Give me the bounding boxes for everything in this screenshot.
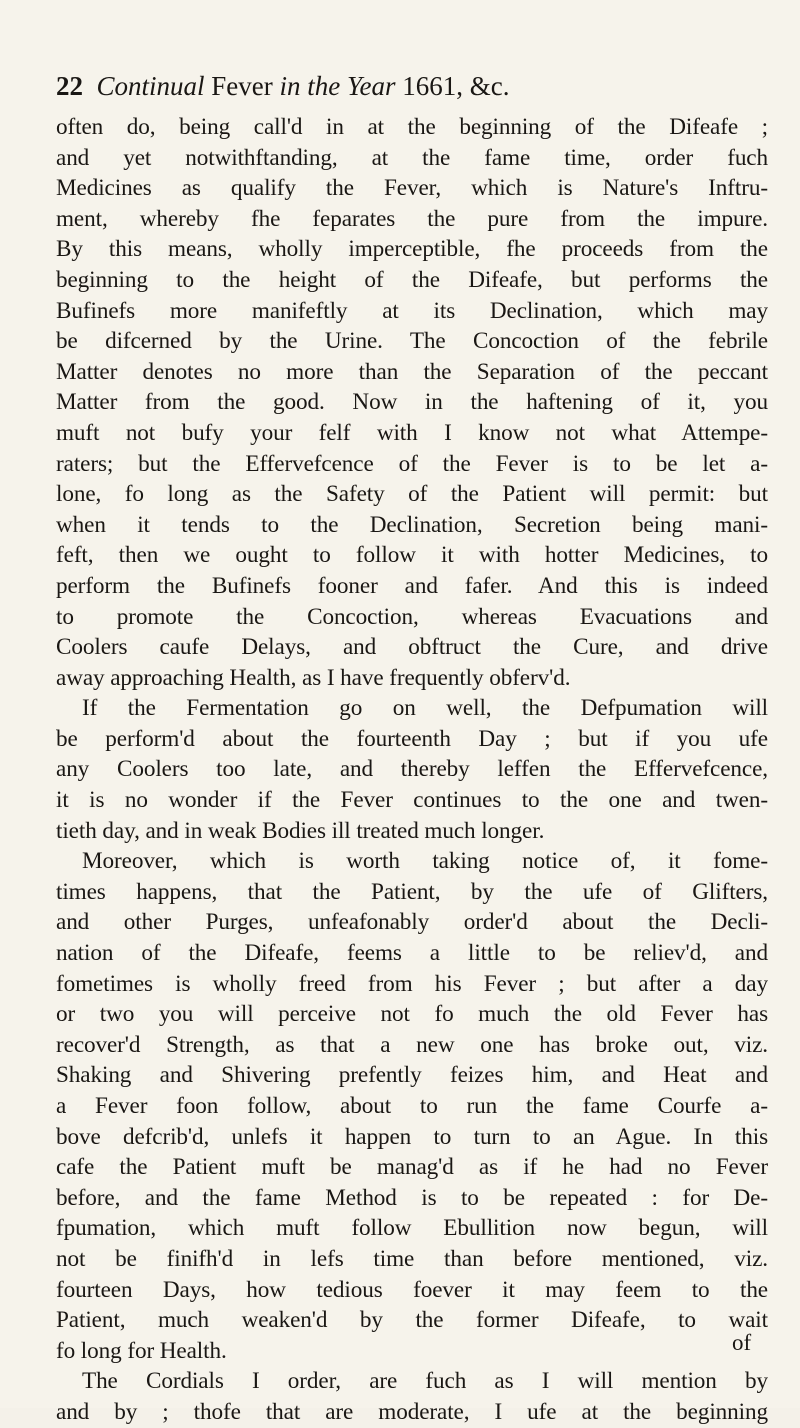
text-line: Matter from the good. Now in the haftening of it, you: [56, 389, 768, 416]
text-line: before, and the fame Method is to be repeated : for De-: [56, 1184, 768, 1211]
header-title-roman: Fever: [211, 71, 273, 101]
text-line: away approaching Health, as I have frequently obferv'd.: [56, 664, 571, 691]
header-etc: &c.: [469, 71, 510, 101]
text-line: nation of the Difeafe, feems a little to be reliev'd, and: [56, 940, 768, 967]
text-line: beginning to the height of the Difeafe, but performs the: [56, 266, 768, 293]
text-line: it is no wonder if the Fever continues to the one and twen-: [56, 787, 768, 814]
text-line: Matter denotes no more than the Separation of the peccant: [56, 358, 768, 385]
text-line: be difcerned by the Urine. The Concoction of the febrile: [56, 328, 768, 355]
text-line: when it tends to the Declination, Secretion being mani-: [56, 511, 768, 538]
text-line: muft not bufy your felf with I know not what Attempe-: [56, 419, 768, 446]
text-line: By this means, wholly imperceptible, fhe proceeds from the: [56, 236, 768, 263]
text-line: tieth day, and in weak Bodies ill treated much longer.: [56, 817, 545, 844]
text-line: If the Fermentation go on well, the Defpumation will: [82, 695, 768, 722]
text-line: times happens, that the Patient, by the ufe of Glifters,: [56, 878, 768, 905]
text-line: fourteen Days, how tedious foever it may feem to the: [56, 1276, 768, 1303]
text-line: recover'd Strength, as that a new one has broke out, viz.: [56, 1031, 768, 1058]
text-line: and by ; thofe that are moderate, I ufe at the beginning: [56, 1398, 768, 1425]
body-text: [56, 112, 768, 1428]
text-line: lone, fo long as the Safety of the Patient will permit: but: [56, 481, 768, 508]
text-line: a Fever foon follow, about to run the fame Courfe a-: [56, 1093, 768, 1119]
text-line: and other Purges, unfeafonably order'd about the Decli-: [56, 909, 768, 936]
text-line: Moreover, which is worth taking notice of, it fome-: [82, 848, 768, 875]
text-line: Patient, much weaken'd by the former Difeafe, to wait: [56, 1307, 768, 1334]
text-line: feft, then we ought to follow it with hotter Medicines, to: [56, 542, 768, 569]
text-line: often do, being call'd in at the beginning of the Difeafe ;: [56, 114, 768, 140]
header-year: 1661,: [402, 71, 464, 101]
header-title-italic-2: in the Year: [279, 71, 396, 101]
text-line: and yet notwithftanding, at the fame time, order fuch: [56, 144, 768, 171]
text-line: be perform'd about the fourteenth Day ; but if you ufe: [56, 725, 768, 752]
text-line: Coolers caufe Delays, and obftruct the Cure, and drive: [56, 634, 768, 661]
text-line: perform the Bufinefs fooner and fafer. And this is indeed: [56, 572, 768, 599]
header-title-italic-1: Continual: [96, 71, 205, 101]
text-line: fometimes is wholly freed from his Fever ; but after a day: [56, 970, 768, 997]
text-line: The Cordials I order, are fuch as I will mention by: [82, 1368, 768, 1395]
catchword: of: [732, 1330, 752, 1355]
text-line: not be finifh'd in lefs time than before mentioned, viz.: [56, 1245, 768, 1272]
text-line: fpumation, which muft follow Ebullition now begun, will: [56, 1215, 768, 1242]
text-line: Shaking and Shivering prefently feizes him, and Heat and: [56, 1062, 768, 1089]
text-line: Bufinefs more manifeftly at its Declination, which may: [56, 297, 768, 324]
page-number: 22: [56, 71, 83, 101]
text-line: to promote the Concoction, whereas Evacuations and: [56, 603, 768, 630]
text-line: fo long for Health.: [56, 1337, 227, 1364]
text-line: Medicines as qualify the Fever, which is Nature's Inftru-: [56, 175, 768, 202]
running-header: [56, 68, 756, 104]
text-line: any Coolers too late, and thereby leffen the Effervefcence,: [56, 756, 768, 783]
text-line: bove defcrib'd, unlefs it happen to turn to an Ague. In this: [56, 1123, 768, 1150]
text-line: ment, whereby fhe feparates the pure from the impure.: [56, 205, 768, 232]
text-line: cafe the Patient muft be manag'd as if he had no Fever: [56, 1154, 768, 1181]
text-line: raters; but the Effervefcence of the Fever is to be let a-: [56, 450, 768, 477]
text-line: or two you will perceive not fo much the old Fever has: [56, 1001, 768, 1028]
